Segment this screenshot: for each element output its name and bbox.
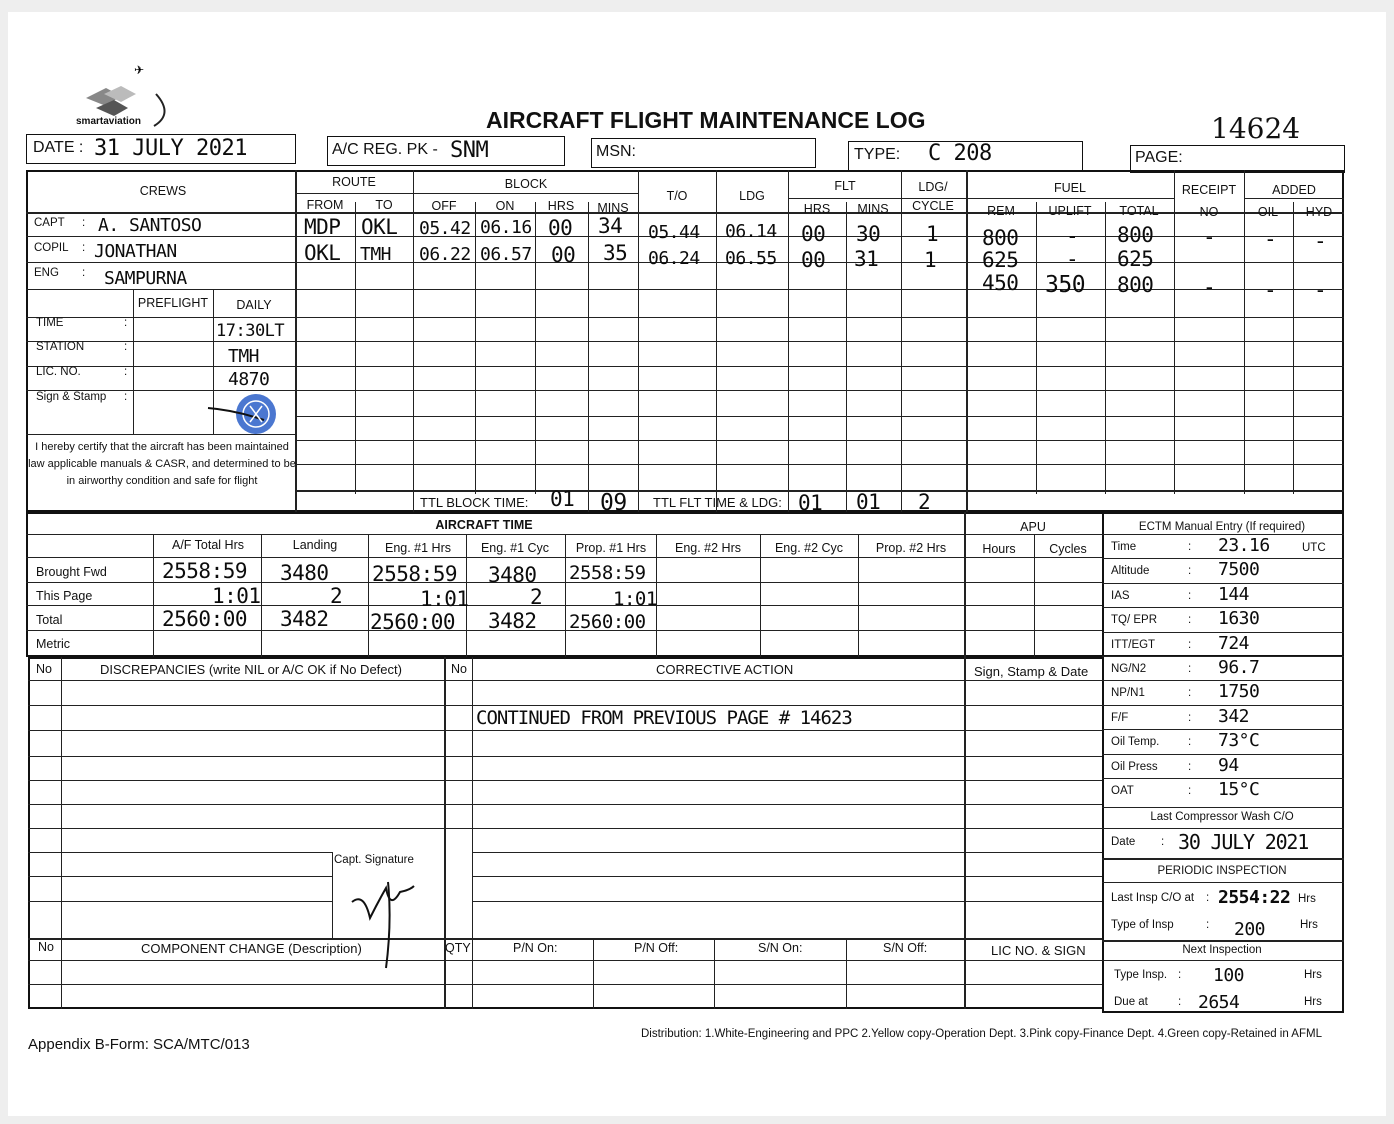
- fuel-2-rem[interactable]: 625: [982, 248, 1019, 272]
- bf-prop1-hrs[interactable]: 2558:59: [569, 562, 646, 584]
- preflight-header: PREFLIGHT: [137, 296, 209, 310]
- flight-2-takeoff[interactable]: 06.24: [648, 248, 700, 269]
- form-number: Appendix B-Form: SCA/MTC/013: [28, 1036, 250, 1053]
- ttl-block-hrs[interactable]: 01: [550, 487, 575, 511]
- type-insp-unit: Hrs: [1300, 919, 1318, 931]
- ttl-block-mins[interactable]: 09: [600, 490, 627, 516]
- hyd-header: HYD: [1305, 205, 1333, 219]
- corrective-header: CORRECTIVE ACTION: [656, 662, 794, 677]
- ectm-label-4: ITT/EGT: [1111, 639, 1156, 651]
- ectm-value-6[interactable]: 1750: [1218, 681, 1260, 702]
- msn-label: MSN:: [596, 143, 636, 160]
- apu-hours-header: Hours: [982, 542, 1016, 556]
- logo-text: smartaviation: [76, 116, 142, 127]
- ectm-label-10: OAT: [1111, 785, 1134, 797]
- lic-label: LIC. NO.: [36, 366, 81, 378]
- wash-date-value[interactable]: 30 JULY 2021: [1178, 830, 1309, 854]
- last-insp-unit: Hrs: [1298, 893, 1316, 905]
- flight-2-to[interactable]: TMH: [360, 244, 392, 265]
- next-inspection-header: Next Inspection: [1182, 944, 1262, 956]
- at-col-landing: Landing: [292, 538, 338, 552]
- last-insp-value[interactable]: 2554:22: [1218, 887, 1291, 908]
- ectm-value-0[interactable]: 23.16: [1218, 535, 1270, 556]
- bf-eng1-cyc[interactable]: 3480: [488, 563, 537, 587]
- capt-value[interactable]: A. SANTOSO: [98, 215, 202, 236]
- on-header: ON: [495, 199, 515, 213]
- from-header: FROM: [306, 198, 344, 212]
- flight-1-to[interactable]: OKL: [361, 215, 398, 239]
- compressor-wash-header: Last Compressor Wash C/O: [1150, 811, 1294, 823]
- flight-2-hrs[interactable]: 00: [551, 243, 576, 267]
- flight-2-flt-mins[interactable]: 31: [854, 247, 879, 271]
- qty-header: QTY: [445, 941, 471, 955]
- copil-value[interactable]: JONATHAN: [94, 241, 177, 262]
- ectm-value-7[interactable]: 342: [1218, 706, 1250, 727]
- at-col-prop2-hrs: Prop. #2 Hrs: [875, 541, 947, 555]
- ectm-value-1[interactable]: 7500: [1218, 559, 1260, 580]
- flight-1-flt-hrs[interactable]: 00: [801, 222, 826, 246]
- ectm-label-5: NG/N2: [1111, 663, 1147, 675]
- ectm-label-0: Time: [1111, 541, 1137, 553]
- date-value[interactable]: 31 JULY 2021: [94, 136, 247, 161]
- pn-on-header: P/N On:: [513, 941, 558, 955]
- bf-eng1-hrs[interactable]: 2558:59: [372, 562, 458, 586]
- station-label: STATION: [36, 341, 85, 353]
- oil-header: OIL: [1257, 205, 1279, 219]
- apu-cycles-header: Cycles: [1049, 542, 1087, 556]
- at-col-eng1-hrs: Eng. #1 Hrs: [384, 541, 452, 555]
- daily-time-value[interactable]: 17:30LT: [216, 321, 285, 341]
- sn-off-header: S/N Off:: [883, 941, 928, 955]
- lic-sign-header: LIC NO. & SIGN: [991, 943, 1086, 958]
- total-af-total[interactable]: 2560:00: [162, 607, 248, 631]
- daily-header: DAILY: [236, 298, 272, 312]
- page-label: PAGE:: [1135, 149, 1183, 166]
- receipt-header: RECEIPT: [1181, 183, 1237, 197]
- ectm-label-7: F/F: [1111, 712, 1129, 724]
- stamp-icon: [204, 392, 296, 438]
- flight-2-off[interactable]: 06.22: [419, 244, 471, 265]
- flight-2-flt-hrs[interactable]: 00: [801, 248, 826, 272]
- fuel-2-total[interactable]: 625: [1117, 247, 1154, 271]
- type-label: TYPE:: [854, 146, 901, 163]
- certify-text: I hereby certify that the aircraft has been maintained law applicable manuals & CASR, and determined to be in airworthy condition and safe for flight: [28, 441, 296, 487]
- engineer-stamp: [204, 392, 296, 438]
- time-label: TIME: [36, 317, 64, 329]
- flight-2-mins[interactable]: 35: [603, 241, 628, 265]
- fuel-header: FUEL: [1054, 181, 1086, 195]
- ttl-ldg[interactable]: 2: [918, 490, 931, 514]
- flight-1-from[interactable]: MDP: [304, 215, 341, 239]
- flight-2-ldg[interactable]: 06.55: [725, 248, 777, 269]
- tp-prop1-hrs[interactable]: 1:01: [613, 588, 657, 610]
- at-col-eng2-cyc: Eng. #2 Cyc: [774, 541, 844, 555]
- flight-2-cycle[interactable]: 1: [924, 248, 937, 272]
- type-value[interactable]: C 208: [928, 141, 992, 166]
- sign-stamp-date-header: Sign, Stamp & Date: [974, 664, 1089, 679]
- flt-header: FLT: [834, 179, 856, 193]
- eng-label: ENG: [34, 267, 59, 279]
- fuel-1-receipt[interactable]: -: [1203, 225, 1216, 249]
- tp-landing[interactable]: 2: [330, 584, 343, 608]
- ttl-flt-label: TTL FLT TIME & LDG:: [653, 495, 782, 510]
- ectm-label-8: Oil Temp.: [1111, 736, 1160, 748]
- block-header: BLOCK: [504, 177, 548, 191]
- receipt-no-header: NO: [1199, 205, 1219, 219]
- serial-number: 14624: [1211, 112, 1301, 145]
- takeoff-header: T/O: [666, 189, 688, 203]
- tp-eng1-hrs[interactable]: 1:01: [420, 587, 469, 611]
- crews-header: CREWS: [139, 184, 187, 198]
- metric-label: Metric: [36, 637, 71, 651]
- to-header: TO: [375, 198, 393, 212]
- fuel-1-hyd[interactable]: -: [1314, 229, 1327, 253]
- log-sheet: ✈ smartaviation AIRCRAFT FLIGHT MAINTENANCE LOG 14624 DATE : 31 JULY 2021 A/C REG. PK - SNM MSN: TYPE: C 208 PAGE: CREWS ROUTE FROM TO BLOCK OFF ON HRS MINS T/O LDG FLT HRS MINS LDG/ CYCLE FUEL REM UPLIFT TOTAL RECEIPT NO ADDED OIL HYD CAPT : A. SANTOSO COPIL : JONATHAN ENG : SAMPURNA PREFLIGHT DAILY TIME : 17:30LT STATION : TMH LIC. NO. : 4870 Sign & Stamp : I hereby certify that the aircraft has been maintained law applicable manuals & CASR, and determined to be in airworthy condition and safe for flight MDP OKL 05.42 06.16 00 34 05.44 06.14 00 30 1 OKL TMH 06.22 06.57 00 35 06.24 06.55 00 31 1 800 - 800 - - - 625 - 625 450 350 800 - - - TTL BLOCK TIME: 01 09 TTL FLT TIME & LDG: 01 01 2 AIRCRAFT TIME A/F Total Hrs Landing Eng. #1 Hrs Eng. #1 Cyc Prop. #1 Hrs Eng. #2 Hrs Eng. #2 Cyc Prop. #2 Hrs Brought Fwd This Page Total Metric 2558:59 3480 2558:59 3480 2558:59 1:01 2 1:01 2 1:01 2560:00 3482 2560:00 3482 2560:00 APU Hours Cycles No DISCREPANCIES (write NIL or A/C OK if No Defect) No CORRECTIVE ACTION Sign, Stamp & Date CONTINUED FROM PREVIOUS PAGE # 14623 Capt. Signature No COMPONENT CHANGE (Description) QTY P/N On: P/N Off: S/N On: S/N Off: LIC NO. & SIGN ECTM Manual Entry (If required) Last Compressor Wash C/O Date : 30 JULY 2021 PERIODIC INSPECTION Last Insp C/O at : 2554:22 Hrs Type of Insp : 200 Hrs Next Inspection Type Insp. : 100 Hrs Due at : 2654 Hrs Appendix B-Form: SCA/MTC/013 Distribution: 1.White-Engineering and PPC 2.Yellow copy-Operation Dept. 3.Pink copy-Finance Dept. 4.Green copy-Retained in AFML Time : 23.16 UTC Altitude : 7500 IAS : 144 TQ/ EPR : 1630 ITT/EGT : 724 NG/N2 : 96.7 NP/N1 : 1750 F/F : 342 Oil Temp. : 73°C Oil Press : 94 OAT : 15°C: [8, 12, 1386, 1116]
- brought-fwd-label: Brought Fwd: [36, 565, 107, 579]
- ectm-value-4[interactable]: 724: [1218, 633, 1250, 654]
- ectm-value-2[interactable]: 144: [1218, 584, 1250, 605]
- fuel-3-hyd[interactable]: -: [1314, 278, 1327, 302]
- last-insp-label: Last Insp C/O at: [1111, 892, 1195, 904]
- ectm-value-5[interactable]: 96.7: [1218, 657, 1260, 678]
- route-header: ROUTE: [332, 175, 376, 189]
- pn-off-header: P/N Off:: [634, 941, 679, 955]
- date-label: DATE :: [33, 139, 84, 156]
- next-type-unit: Hrs: [1304, 969, 1322, 981]
- fuel-3-receipt[interactable]: -: [1203, 275, 1216, 299]
- due-at-unit: Hrs: [1304, 996, 1322, 1008]
- bf-landing[interactable]: 3480: [280, 561, 329, 585]
- copil-label: COPIL: [34, 242, 69, 254]
- flight-1-flt-mins[interactable]: 30: [856, 222, 881, 246]
- tp-eng1-cyc[interactable]: 2: [530, 585, 543, 609]
- ectm-value-9[interactable]: 94: [1218, 755, 1239, 776]
- total-prop1-hrs[interactable]: 2560:00: [569, 611, 646, 633]
- uplift-header: UPLIFT: [1048, 204, 1092, 218]
- ectm-label-2: IAS: [1111, 590, 1130, 602]
- daily-lic-value[interactable]: 4870: [228, 369, 270, 390]
- fuel-3-rem[interactable]: 450: [982, 271, 1019, 295]
- ldg-cycle-header: LDG/ CYCLE: [912, 180, 954, 213]
- ectm-value-3[interactable]: 1630: [1218, 608, 1260, 629]
- added-header: ADDED: [1272, 183, 1316, 197]
- ttl-flt-mins[interactable]: 01: [856, 490, 881, 514]
- flight-1-cycle[interactable]: 1: [926, 222, 939, 246]
- ectm-label-9: Oil Press: [1111, 761, 1158, 773]
- ectm-label-1: Altitude: [1111, 565, 1150, 577]
- flight-1-mins[interactable]: 34: [598, 214, 623, 238]
- ectm-label-6: NP/N1: [1111, 687, 1145, 699]
- ttl-flt-hrs[interactable]: 01: [798, 491, 823, 515]
- fuel-total-header: TOTAL: [1119, 204, 1159, 218]
- flight-1-takeoff[interactable]: 05.44: [648, 222, 700, 243]
- svg-text:✈: ✈: [134, 64, 145, 77]
- at-col-af-total: A/F Total Hrs: [171, 538, 245, 552]
- due-at-value[interactable]: 2654: [1198, 992, 1240, 1013]
- total-label: Total: [36, 613, 63, 627]
- corrective-action-text[interactable]: CONTINUED FROM PREVIOUS PAGE # 14623: [476, 707, 852, 729]
- airline-logo: [66, 64, 181, 132]
- at-col-prop1-hrs: Prop. #1 Hrs: [575, 541, 647, 555]
- ectm-header: ECTM Manual Entry (If required): [1138, 521, 1306, 533]
- ectm-value-8[interactable]: 73°C: [1218, 730, 1260, 751]
- wash-date-label: Date: [1111, 836, 1136, 848]
- at-col-eng2-hrs: Eng. #2 Hrs: [674, 541, 742, 555]
- fuel-1-rem[interactable]: 800: [982, 226, 1019, 250]
- fuel-1-oil[interactable]: -: [1264, 227, 1277, 251]
- aircraft-time-header: AIRCRAFT TIME: [435, 518, 533, 532]
- block-mins-header: MINS: [597, 201, 629, 215]
- ectm-value-10[interactable]: 15°C: [1218, 779, 1260, 800]
- this-page-label: This Page: [36, 589, 93, 603]
- flight-1-off[interactable]: 05.42: [419, 218, 471, 239]
- apu-header: APU: [1020, 520, 1046, 534]
- ectm-label-3: TQ/ EPR: [1111, 614, 1158, 626]
- fuel-2-uplift[interactable]: -: [1066, 247, 1079, 271]
- type-insp-label: Type of Insp: [1111, 919, 1174, 931]
- next-type-label: Type Insp.: [1114, 969, 1168, 981]
- due-at-label: Due at: [1114, 996, 1148, 1008]
- flight-1-on[interactable]: 06.16: [480, 217, 532, 238]
- sign-stamp-label: Sign & Stamp: [36, 391, 107, 403]
- reg-value[interactable]: SNM: [450, 138, 489, 163]
- flight-1-ldg[interactable]: 06.14: [725, 221, 777, 242]
- capt-signature-label: Capt. Signature: [334, 854, 414, 866]
- fuel-1-uplift[interactable]: -: [1066, 224, 1079, 248]
- total-eng1-cyc[interactable]: 3482: [488, 609, 537, 633]
- flight-1-hrs[interactable]: 00: [548, 216, 573, 240]
- sn-on-header: S/N On:: [758, 941, 803, 955]
- component-no-header: No: [38, 940, 54, 954]
- flight-2-on[interactable]: 06.57: [480, 244, 532, 265]
- tp-af-total[interactable]: 1:01: [212, 584, 261, 608]
- daily-station-value[interactable]: TMH: [228, 346, 260, 367]
- total-landing[interactable]: 3482: [280, 607, 329, 631]
- fuel-3-uplift[interactable]: 350: [1045, 272, 1086, 298]
- form-title: AIRCRAFT FLIGHT MAINTENANCE LOG: [486, 107, 926, 133]
- block-hrs-header: HRS: [547, 199, 575, 213]
- discrepancy-no-header: No: [36, 662, 52, 676]
- flt-mins-header: MINS: [857, 202, 889, 216]
- corrective-no-header: No: [451, 662, 467, 676]
- component-header: COMPONENT CHANGE (Description): [141, 941, 362, 956]
- bf-af-total[interactable]: 2558:59: [162, 559, 248, 583]
- discrepancy-header: DISCREPANCIES (write NIL or A/C OK if No Defect): [100, 662, 402, 677]
- total-eng1-hrs[interactable]: 2560:00: [370, 610, 456, 634]
- ldg-header: LDG: [739, 189, 765, 203]
- rem-header: REM: [987, 204, 1015, 218]
- capt-label: CAPT: [34, 217, 65, 229]
- next-type-value[interactable]: 100: [1213, 965, 1245, 986]
- reg-label: A/C REG. PK -: [332, 141, 438, 158]
- off-header: OFF: [431, 199, 457, 213]
- fuel-1-total[interactable]: 800: [1117, 223, 1154, 247]
- fuel-3-total[interactable]: 800: [1117, 273, 1154, 297]
- at-col-eng1-cyc: Eng. #1 Cyc: [480, 541, 550, 555]
- ectm-unit-0: UTC: [1302, 542, 1326, 554]
- flt-hrs-header: HRS: [803, 202, 831, 216]
- type-insp-value[interactable]: 200: [1234, 919, 1266, 940]
- ttl-block-label: TTL BLOCK TIME:: [420, 495, 529, 510]
- fuel-3-oil[interactable]: -: [1264, 278, 1277, 302]
- periodic-inspection-header: PERIODIC INSPECTION: [1157, 865, 1287, 877]
- eng-value[interactable]: SAMPURNA: [104, 268, 187, 289]
- flight-2-from[interactable]: OKL: [304, 241, 341, 265]
- distribution-note: Distribution: 1.White-Engineering and PPC 2.Yellow copy-Operation Dept. 3.Pink copy-Finance Dept. 4.Green copy-Retained in AFML: [641, 1028, 1322, 1040]
